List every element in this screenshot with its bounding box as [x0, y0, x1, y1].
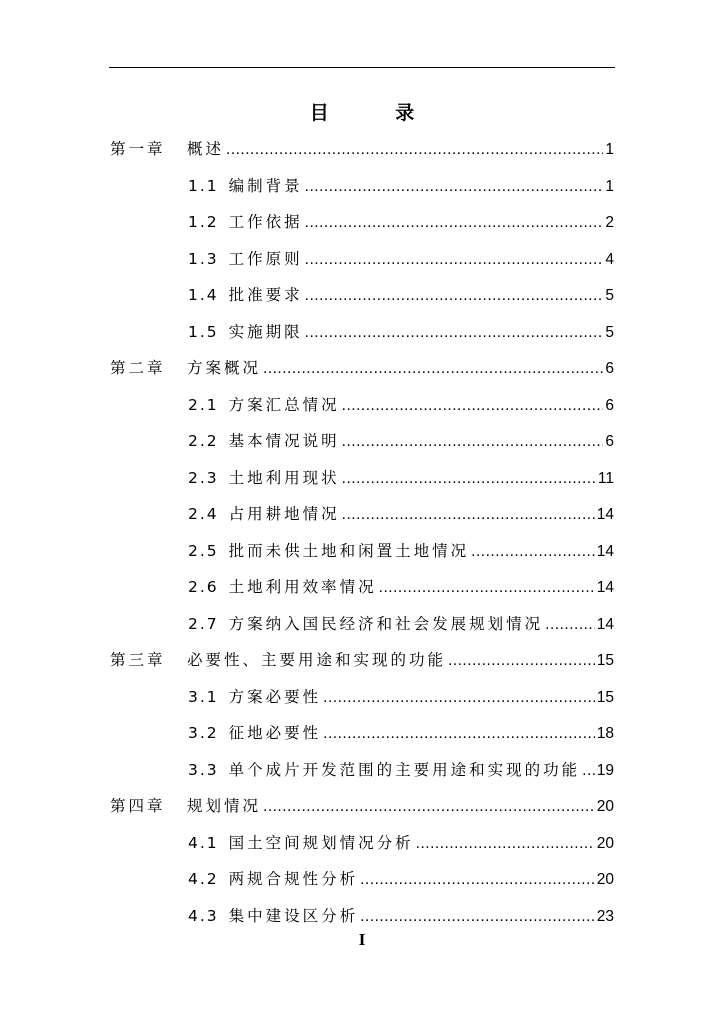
entry-title: 实施期限	[228, 322, 303, 341]
page-number: I	[358, 930, 366, 949]
section-number: 4.3	[188, 906, 219, 925]
dot-leader	[448, 649, 595, 673]
dot-leader	[305, 284, 604, 308]
entry-title: 方案概况	[187, 359, 262, 377]
entry-title: 工作依据	[228, 213, 303, 231]
entry-page-number: 14	[596, 615, 614, 633]
entry-page-number: 5	[605, 323, 614, 341]
section-number: 1.5	[188, 322, 219, 341]
toc-section-entry[interactable]	[188, 721, 614, 745]
toc-section-entry[interactable]	[188, 831, 614, 855]
toc-section-entry[interactable]	[188, 502, 614, 526]
section-number: 4.2	[188, 870, 219, 888]
entry-title: 两规合规性分析	[228, 870, 359, 888]
entry-page-number: 18	[596, 725, 614, 742]
entry-page-number: 20	[596, 871, 614, 888]
dot-leader	[342, 430, 604, 454]
dot-leader	[305, 175, 604, 199]
section-number: 3.2	[188, 724, 219, 742]
entry-title: 征地必要性	[228, 724, 322, 742]
section-number: 2.6	[188, 578, 219, 596]
entry-page-number: 14	[596, 506, 614, 523]
toc-title: 目 录	[309, 102, 445, 124]
entry-title: 占用耕地情况	[228, 505, 340, 523]
entry-title: 工作原则	[228, 249, 303, 268]
section-number: 3.3	[188, 760, 219, 779]
entry-page-number: 6	[605, 360, 614, 377]
chapter-number: 第二章	[110, 359, 166, 377]
dot-leader	[342, 503, 595, 527]
section-number: 2.3	[188, 468, 219, 487]
entry-title: 土地利用现状	[228, 468, 340, 487]
dot-leader	[379, 576, 595, 600]
entry-title: 批而未供土地和闲置土地情况	[228, 541, 470, 560]
entry-page-number: 2	[605, 214, 614, 231]
section-number: 2.5	[188, 541, 219, 560]
section-number: 2.7	[188, 614, 219, 633]
dot-leader	[263, 795, 595, 819]
toc-chapter-entry[interactable]	[110, 356, 614, 380]
entry-page-number: 11	[597, 469, 614, 487]
toc-section-entry[interactable]	[188, 867, 614, 891]
dot-leader	[305, 211, 604, 235]
chapter-number: 第一章	[110, 140, 166, 158]
section-number: 2.4	[188, 505, 219, 523]
entry-title: 编制背景	[228, 176, 303, 195]
entry-title: 方案纳入国民经济和社会发展规划情况	[228, 614, 544, 633]
section-number: 2.2	[188, 432, 219, 450]
toc-section-entry[interactable]	[188, 320, 614, 344]
entry-page-number: 6	[605, 433, 614, 450]
entry-title: 批准要求	[228, 286, 303, 304]
entry-page-number: 5	[605, 287, 614, 304]
dot-leader	[545, 613, 595, 637]
entry-page-number: 14	[596, 579, 614, 596]
entry-title: 概述	[187, 140, 225, 158]
section-number: 1.2	[188, 213, 219, 231]
toc-section-entry[interactable]	[188, 466, 614, 490]
entry-title: 方案汇总情况	[228, 395, 340, 414]
toc-chapter-entry[interactable]	[110, 137, 614, 161]
dot-leader	[305, 321, 604, 345]
entry-title: 集中建设区分析	[228, 906, 359, 925]
entry-page-number: 1	[605, 141, 614, 158]
toc-section-entry[interactable]	[188, 247, 614, 271]
section-number: 4.1	[188, 833, 219, 852]
chapter-number: 第三章	[110, 651, 166, 669]
entry-page-number: 20	[596, 798, 614, 815]
toc-chapter-entry[interactable]	[110, 794, 614, 818]
toc-section-entry[interactable]	[188, 575, 614, 599]
entry-page-number: 14	[596, 542, 614, 560]
entry-title: 单个成片开发范围的主要用途和实现的功能	[228, 760, 581, 779]
entry-title: 土地利用效率情况	[228, 578, 377, 596]
section-number: 3.1	[188, 687, 219, 706]
entry-page-number: 4	[605, 250, 614, 268]
entry-title: 规划情况	[187, 797, 262, 815]
dot-leader	[342, 394, 604, 418]
dot-leader	[471, 540, 595, 564]
toc-chapter-entry[interactable]	[110, 648, 614, 672]
toc-section-entry[interactable]	[188, 539, 614, 563]
dot-leader	[226, 138, 603, 162]
entry-page-number: 15	[596, 652, 614, 669]
entry-title: 必要性、主要用途和实现的功能	[187, 651, 447, 669]
section-number: 1.4	[188, 286, 219, 304]
dot-leader	[323, 686, 595, 710]
toc-section-entry[interactable]	[188, 904, 614, 928]
section-number: 1.1	[188, 176, 219, 195]
dot-leader	[416, 832, 595, 856]
chapter-number: 第四章	[110, 797, 166, 815]
entry-page-number: 19	[596, 761, 614, 779]
entry-page-number: 23	[596, 907, 614, 925]
entry-title: 基本情况说明	[228, 432, 340, 450]
toc-section-entry[interactable]	[188, 174, 614, 198]
dot-leader	[342, 467, 596, 491]
toc-section-entry[interactable]	[188, 429, 614, 453]
dot-leader	[360, 868, 595, 892]
dot-leader	[323, 722, 595, 746]
entry-page-number: 15	[596, 688, 614, 706]
dot-leader	[305, 248, 604, 272]
dot-leader	[582, 759, 595, 783]
entry-page-number: 20	[596, 834, 614, 852]
toc-section-entry[interactable]	[188, 210, 614, 234]
dot-leader	[263, 357, 603, 381]
dot-leader	[360, 905, 595, 929]
toc-section-entry[interactable]	[188, 612, 614, 636]
entry-title: 国土空间规划情况分析	[228, 833, 414, 852]
section-number: 2.1	[188, 395, 219, 414]
toc-section-entry[interactable]	[188, 758, 614, 782]
toc-section-entry[interactable]	[188, 393, 614, 417]
entry-title: 方案必要性	[228, 687, 322, 706]
entry-page-number: 1	[605, 177, 614, 195]
section-number: 1.3	[188, 249, 219, 268]
entry-page-number: 6	[605, 396, 614, 414]
toc-section-entry[interactable]	[188, 283, 614, 307]
toc-section-entry[interactable]	[188, 685, 614, 709]
